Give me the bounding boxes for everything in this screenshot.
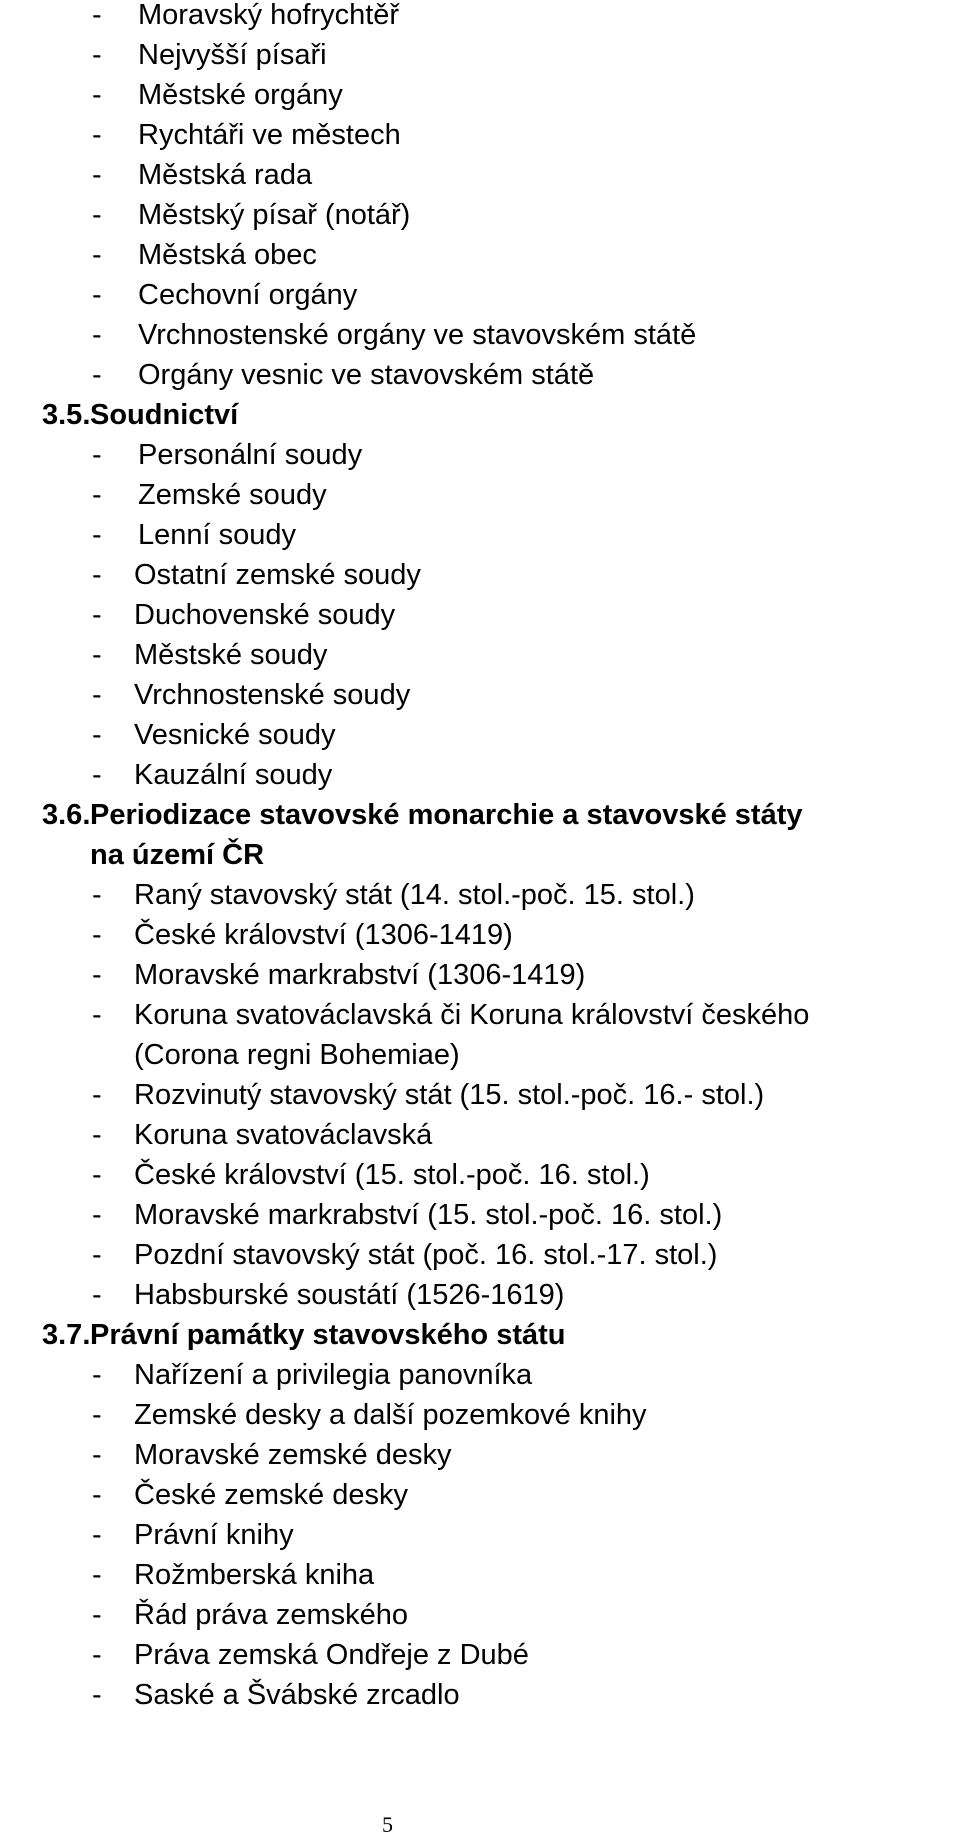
list-item-text: Právní knihy: [134, 1519, 294, 1551]
list-item-text: Zemské soudy: [138, 479, 327, 511]
list-dash: -: [92, 199, 102, 231]
list-dash: -: [92, 519, 102, 551]
list-item-text: Rychtáři ve městech: [138, 119, 401, 151]
list-dash: -: [92, 959, 102, 991]
list-dash: -: [92, 1159, 102, 1191]
list-item-text: Koruna svatováclavská: [134, 1119, 433, 1151]
list-dash: -: [92, 599, 102, 631]
list-dash: -: [92, 1239, 102, 1271]
list-dash: -: [92, 999, 102, 1031]
page-number: 5: [382, 1812, 393, 1837]
list-item-text: Vesnické soudy: [134, 719, 336, 751]
list-item-text: Zemské desky a další pozemkové knihy: [134, 1399, 647, 1431]
section-number: 3.7.: [42, 1319, 91, 1351]
section-title: Právní památky stavovského státu: [90, 1319, 566, 1351]
list-dash: -: [92, 1479, 102, 1511]
list-item-text: České zemské desky: [134, 1479, 408, 1511]
list-dash: -: [92, 1199, 102, 1231]
list-item-text: Cechovní orgány: [138, 279, 358, 311]
list-item-text: České království (15. stol.-poč. 16. stol.): [134, 1159, 650, 1191]
list-dash: -: [92, 559, 102, 591]
list-dash: -: [92, 1439, 102, 1471]
list-dash: -: [92, 359, 102, 391]
section-title-line2: na území ČR: [90, 839, 265, 871]
list-dash: -: [92, 439, 102, 471]
list-item-text: Habsburské soustátí (1526-1619): [134, 1279, 565, 1311]
list-dash: -: [92, 639, 102, 671]
list-dash: -: [92, 0, 102, 31]
list-item-text: České království (1306-1419): [134, 919, 513, 951]
section-number: 3.5.: [42, 399, 91, 431]
list-item-text: Personální soudy: [138, 439, 363, 471]
section-title: Soudnictví: [90, 399, 239, 431]
list-dash: -: [92, 1079, 102, 1111]
list-dash: -: [92, 239, 102, 271]
list-dash: -: [92, 1119, 102, 1151]
list-item-text: (Corona regni Bohemiae): [134, 1039, 460, 1071]
list-item-text: Moravské markrabství (1306-1419): [134, 959, 586, 991]
list-dash: -: [92, 719, 102, 751]
list-item-text: Ostatní zemské soudy: [134, 559, 421, 591]
list-dash: -: [92, 1679, 102, 1711]
list-dash: -: [92, 759, 102, 791]
list-item-text: Saské a Švábské zrcadlo: [134, 1679, 460, 1711]
list-item-text: Vrchnostenské orgány ve stavovském státě: [138, 319, 697, 351]
list-item-text: Městský písař (notář): [138, 199, 411, 231]
list-dash: -: [92, 1559, 102, 1591]
list-dash: -: [92, 1279, 102, 1311]
list-item-text: Orgány vesnic ve stavovském státě: [138, 359, 595, 391]
list-dash: -: [92, 279, 102, 311]
list-item-text: Raný stavovský stát (14. stol.-poč. 15. stol.): [134, 879, 695, 911]
list-dash: -: [92, 479, 102, 511]
list-dash: -: [92, 319, 102, 351]
list-item-text: Moravský hofrychtěř: [138, 0, 400, 31]
list-item-text: Městská obec: [138, 239, 317, 271]
list-dash: -: [92, 159, 102, 191]
list-dash: -: [92, 1639, 102, 1671]
list-item-text: Nařízení a privilegia panovníka: [134, 1359, 533, 1391]
list-item-text: Rozvinutý stavovský stát (15. stol.-poč. 16.- stol.): [134, 1079, 765, 1111]
list-item-text: Kauzální soudy: [134, 759, 333, 791]
section-number: 3.6.: [42, 799, 91, 831]
list-item-text: Rožmberská kniha: [134, 1559, 375, 1591]
list-dash: -: [92, 1399, 102, 1431]
list-item-text: Koruna svatováclavská či Koruna království českého: [134, 999, 810, 1031]
list-item-text: Městské orgány: [138, 79, 343, 111]
list-item-text: Vrchnostenské soudy: [134, 679, 411, 711]
list-dash: -: [92, 1519, 102, 1551]
list-item-text: Řád práva zemského: [134, 1599, 409, 1631]
list-item-text: Pozdní stavovský stát (poč. 16. stol.-17. stol.): [134, 1239, 718, 1271]
list-item-text: Práva zemská Ondřeje z Dubé: [134, 1639, 529, 1671]
list-dash: -: [92, 919, 102, 951]
section-title: Periodizace stavovské monarchie a stavovské státy: [90, 799, 803, 831]
list-dash: -: [92, 79, 102, 111]
list-item-text: Městské soudy: [134, 639, 328, 671]
list-dash: -: [92, 1599, 102, 1631]
list-item-text: Městská rada: [138, 159, 313, 191]
list-dash: -: [92, 679, 102, 711]
list-item-text: Moravské zemské desky: [134, 1439, 452, 1471]
list-dash: -: [92, 39, 102, 71]
list-item-text: Lenní soudy: [138, 519, 297, 551]
list-item-text: Duchovenské soudy: [134, 599, 396, 631]
list-item-text: Nejvyšší písaři: [138, 39, 327, 71]
list-item-text: Moravské markrabství (15. stol.-poč. 16. stol.): [134, 1199, 723, 1231]
list-dash: -: [92, 119, 102, 151]
list-dash: -: [92, 879, 102, 911]
list-dash: -: [92, 1359, 102, 1391]
